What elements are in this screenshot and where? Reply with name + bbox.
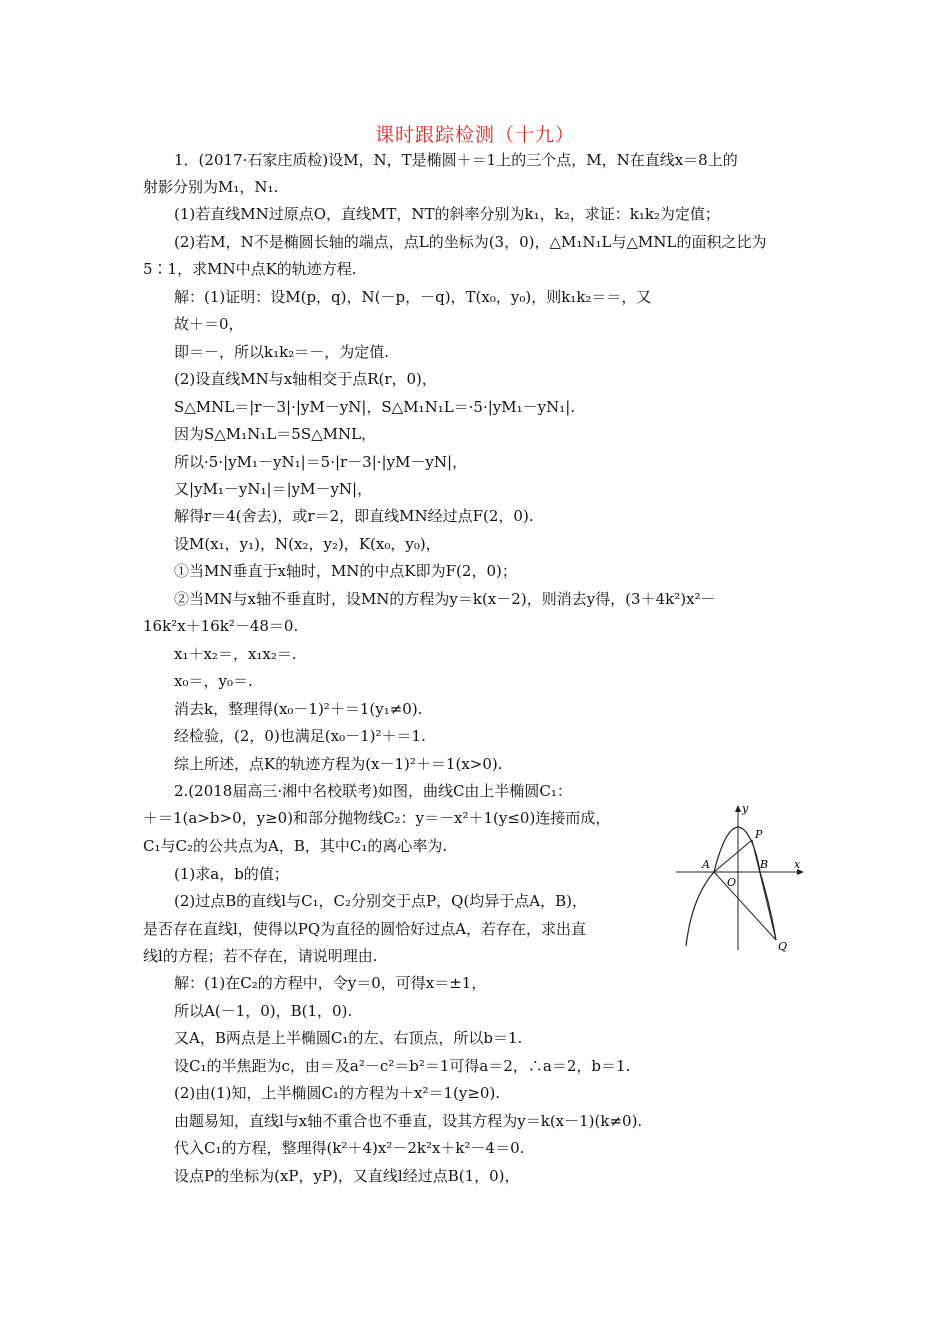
text-line: 经检验，(2，0)也满足(x₀－1)²＋＝1. [174, 727, 426, 745]
text-line: 解：(1)证明：设M(p，q)，N(－p，－q)，T(x₀，y₀)，则k₁k₂＝＝，又 [174, 288, 652, 306]
text-line: ②当MN与x轴不垂直时，设MN的方程为y＝k(x－2)，则消去y得，(3＋4k²)x²－ [174, 590, 716, 608]
label-x: x [794, 858, 801, 871]
text-line: 由题易知，直线l与x轴不重合也不垂直，设其方程为y＝k(x－1)(k≠0). [174, 1112, 643, 1130]
label-a: A [702, 858, 710, 871]
text-line: 所以A(－1，0)，B(1，0). [174, 1002, 353, 1020]
text-line: ①当MN垂直于x轴时，MN的中点K即为F(2，0)； [174, 562, 517, 580]
text-line: 是否存在直线l，使得以PQ为直径的圆恰好过点A，若存在，求出直 [143, 920, 587, 938]
text-line: 1．(2017·石家庄质检)设M，N，T是椭圆＋＝1上的三个点，M，N在直线x＝8上的 [174, 151, 738, 169]
text-line: 所以·5·|yM₁－yN₁|＝5·|r－3|·|yM－yN|， [174, 453, 468, 471]
text-line: 射影分别为M₁，N₁. [143, 178, 279, 196]
text-line: x₁＋x₂＝，x₁x₂＝. [174, 645, 297, 663]
line-ap [714, 840, 752, 872]
label-b: B [760, 858, 769, 871]
curve-c1 [714, 827, 760, 872]
text-line: 设C₁的半焦距为c，由＝及a²－c²＝b²＝1可得a＝2，∴a＝2，b＝1. [174, 1057, 631, 1075]
text-line: 16k²x＋16k²－48＝0. [143, 617, 299, 635]
text-line: (2)若M，N不是椭圆长轴的端点，点L的坐标为(3，0)，△M₁N₁L与△MNL的面积之比为 [174, 233, 767, 251]
text-line: 2.(2018届高三·湘中名校联考)如图，曲线C由上半椭圆C₁： [174, 782, 572, 800]
text-line: (2)设直线MN与x轴相交于点R(r，0)， [174, 370, 437, 388]
text-line: 代入C₁的方程，整理得(k²＋4)x²－2k²x＋k²－4＝0. [174, 1139, 525, 1157]
text-line: 又A，B两点是上半椭圆C₁的左、右顶点，所以b＝1. [174, 1029, 523, 1047]
text-line: (2)由(1)知，上半椭圆C₁的方程为＋x²＝1(y≥0). [174, 1084, 501, 1102]
text-line: 设点P的坐标为(xP，yP)，又直线l经过点B(1，0)， [174, 1167, 520, 1185]
text-line: ＋＝1(a>b>0，y≥0)和部分抛物线C₂：y＝－x²＋1(y≤0)连接而成， [143, 809, 611, 827]
text-line: 5∶1，求MN中点K的轨迹方程. [143, 260, 357, 278]
text-line: 线l的方程；若不存在，请说明理由. [143, 947, 378, 965]
text-line: 又|yM₁－yN₁|＝|yM－yN|， [174, 480, 373, 498]
text-line: C₁与C₂的公共点为A，B，其中C₁的离心率为. [143, 837, 448, 855]
curve-figure [672, 800, 812, 956]
label-y: y [742, 802, 749, 815]
text-line: (1)求a，b的值； [174, 865, 289, 883]
label-q: Q [778, 940, 788, 953]
text-line: 解得r＝4(舍去)，或r＝2，即直线MN经过点F(2，0). [174, 507, 534, 525]
text-line: 因为S△M₁N₁L＝5S△MNL， [174, 425, 377, 443]
curve-c2 [686, 872, 714, 946]
text-line: 消去k，整理得(x₀－1)²＋＝1(y₁≠0). [174, 700, 423, 718]
text-line: 故＋＝0， [174, 315, 244, 333]
text-line: 综上所述，点K的轨迹方程为(x－1)²＋＝1(x>0). [174, 755, 503, 773]
text-line: (2)过点B的直线l与C₁，C₂分别交于点P，Q(均异于点A，B)， [174, 892, 588, 910]
text-line: 即＝－，所以k₁k₂＝－，为定值. [174, 343, 389, 361]
text-line: S△MNL＝|r－3|·|yM－yN|，S△M₁N₁L＝·5·|yM₁－yN₁|. [174, 398, 576, 416]
line-aq [714, 872, 776, 940]
text-line: 设M(x₁，y₁)，N(x₂，y₂)，K(x₀，y₀)， [174, 535, 441, 553]
text-line: (1)若直线MN过原点O，直线MT，NT的斜率分别为k₁，k₂，求证：k₁k₂为定值； [174, 205, 720, 223]
line-pq [752, 840, 776, 940]
text-line: 解：(1)在C₂的方程中，令y＝0，可得x＝±1， [174, 974, 487, 992]
y-axis-arrow [735, 805, 741, 812]
page-title: 课时跟踪检测（十九） [374, 124, 575, 146]
label-p: P [755, 828, 763, 841]
text-line: x₀＝，y₀＝. [174, 672, 253, 690]
label-o: O [727, 876, 737, 889]
